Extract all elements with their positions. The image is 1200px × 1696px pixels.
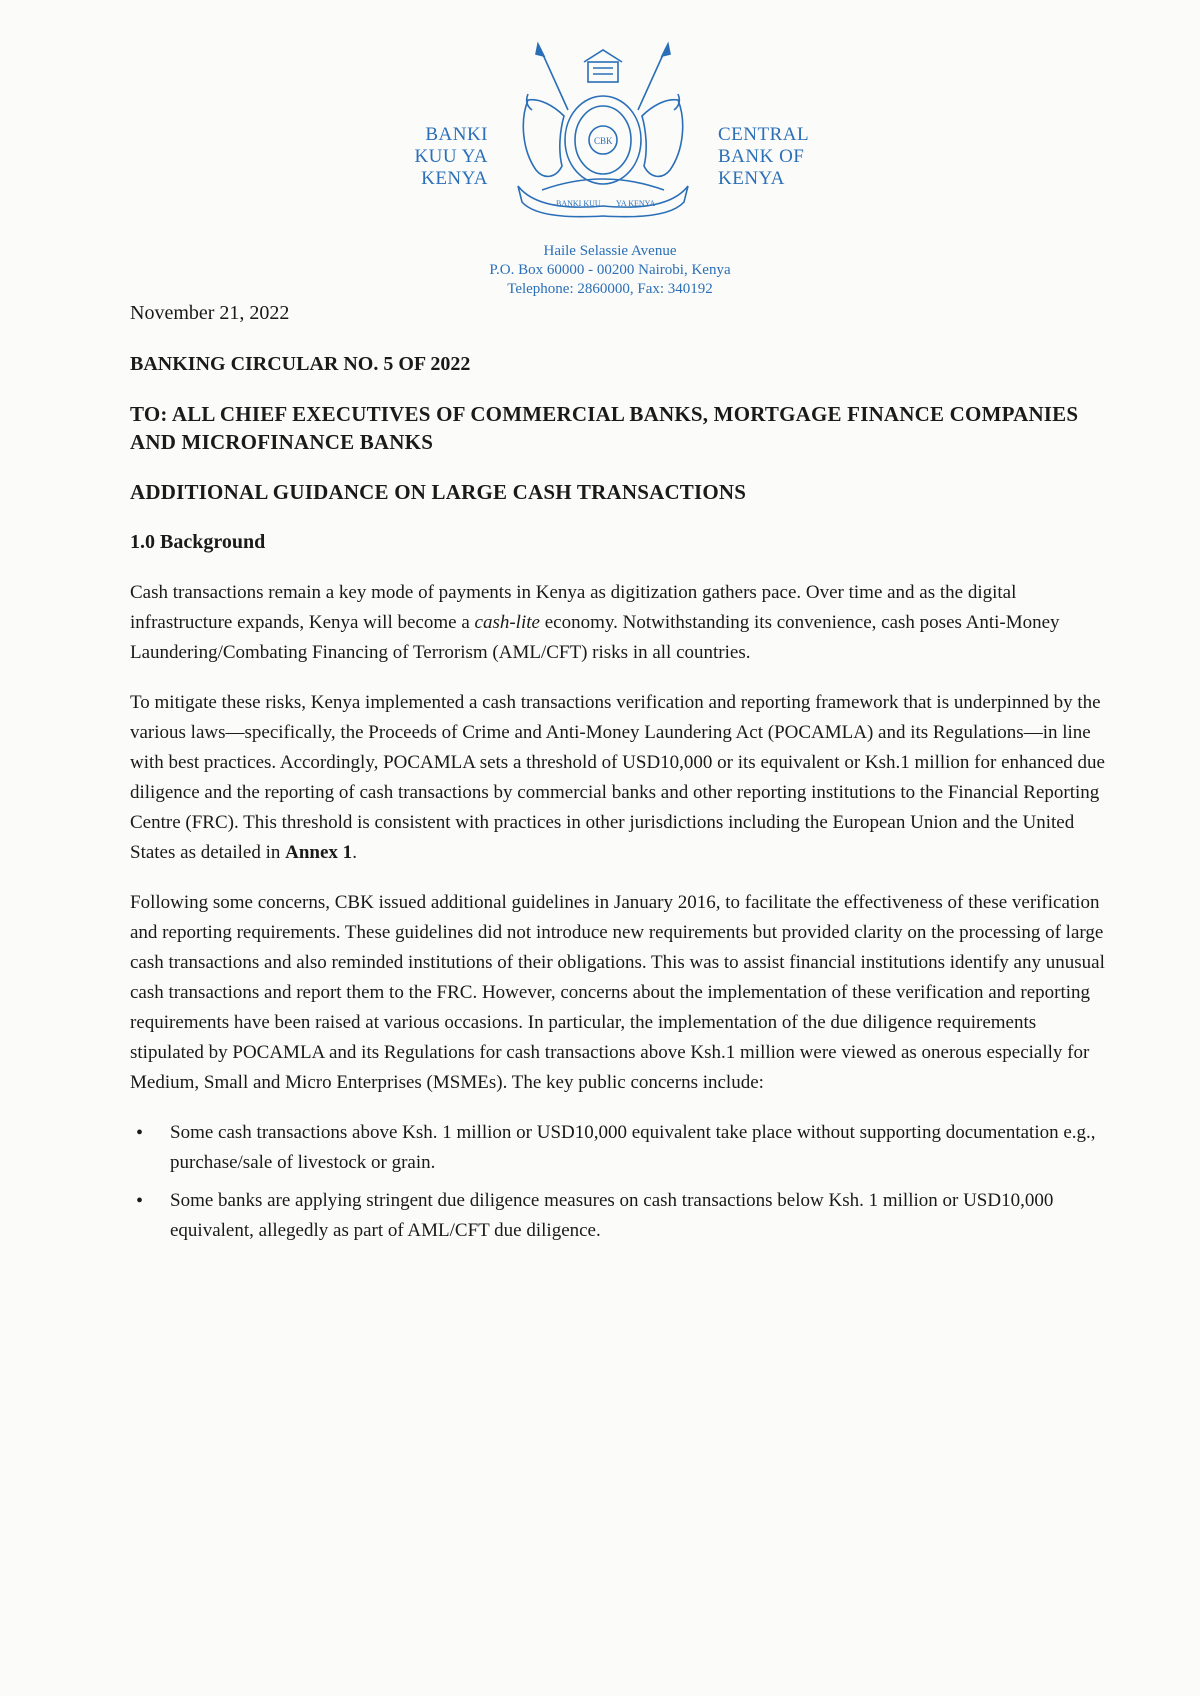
paragraph-2-text: To mitigate these risks, Kenya implemented a cash transactions verification and reporting framework that is underpinned by the various laws—specifically, the Proceeds of Crime and Anti-Money Laundering Act (POCAMLA) and its Regulations—in line with best practices. Accordingly, POCAMLA sets a threshold of USD10,000 or its equivalent or Ksh.1 million for enhanced due diligence and the reporting of cash transactions by commercial banks and other reporting institutions to the Financial Reporting Centre (FRC). This threshold is consistent with practices in other jurisdictions including the European Union and the United States as detailed in [130, 692, 1105, 863]
letterhead-left-line: KUU YA [414, 146, 488, 167]
address-line: P.O. Box 60000 - 00200 Nairobi, Kenya [489, 262, 731, 278]
paragraph-1-text-end: economy. Notwithstanding its convenience, cash poses Anti-Money Laundering/Combating Financing of Terrorism (AML/CFT) risks in all countries. [130, 612, 1060, 663]
concerns-list [130, 1118, 1110, 1246]
letterhead-left-line: KENYA [421, 168, 488, 189]
document-body [130, 350, 1110, 1254]
paragraph-1-text: Cash transactions remain a key mode of payments in Kenya as digitization gathers pace. Over time and as the digital infrastructure expands, Kenya will become a [130, 582, 1017, 633]
crest-right-lion [642, 100, 683, 177]
subject-heading: ADDITIONAL GUIDANCE ON LARGE CASH TRANSACTIONS [130, 480, 747, 504]
crest-right-spear [638, 48, 666, 110]
letter-date: November 21, 2022 [130, 302, 290, 324]
crest-ribbon-left-text: BANKI KUU [556, 199, 601, 208]
crest-center-text: CBK [594, 136, 613, 146]
addressee-line: TO: ALL CHIEF EXECUTIVES OF COMMERCIAL BANKS, MORTGAGE FINANCE COMPANIES AND MICROFINANCE BANKS [130, 402, 1079, 454]
list-item: • Some banks are applying stringent due diligence measures on cash transactions below Ksh. 1 million or USD10,000 equivalent, allegedly as part of AML/CFT due diligence. [170, 1186, 1110, 1246]
paragraph-2 [130, 688, 1110, 868]
crest-top-emblem [588, 62, 618, 82]
letterhead-english-name [718, 124, 838, 190]
section-heading: 1.0 Background [130, 531, 266, 553]
letterhead-left-line: BANKI [425, 124, 488, 145]
address-line: Telephone: 2860000, Fax: 340192 [507, 281, 713, 297]
list-item: • Some cash transactions above Ksh. 1 million or USD10,000 equivalent take place without supporting documentation e.g., purchase/sale of livestock or grain. [170, 1118, 1110, 1178]
crest-ribbon [518, 186, 688, 217]
letterhead-right-line: BANK OF [718, 146, 805, 167]
letterhead-address [450, 242, 770, 299]
crest-left-spear [540, 48, 568, 110]
cbk-crest-logo [498, 40, 708, 218]
paragraph-3: Following some concerns, CBK issued additional guidelines in January 2016, to facilitate the effectiveness of these verification and reporting requirements. These guidelines did not introduce new requirements but provided clarity on the processing of large cash transactions and also reminded institutions of their obligations. This was to assist financial institutions identify any unusual cash transactions and report them to the FRC. However, concerns about the implementation of these verification and reporting requirements have been raised at various occasions. In particular, the implementation of the due diligence requirements stipulated by POCAMLA and its Regulations for cash transactions above Ksh.1 million were viewed as onerous especially for Medium, Small and Micro Enterprises (MSMEs). The key public concerns include: [130, 892, 1105, 1093]
circular-number: BANKING CIRCULAR NO. 5 OF 2022 [130, 353, 471, 375]
crest-left-lion [523, 100, 564, 177]
paragraph-2-end: . [352, 842, 357, 863]
paragraph-1-italic: cash-lite [474, 612, 540, 633]
paragraph-1 [130, 578, 1110, 668]
letterhead-right-line: KENYA [718, 168, 785, 189]
address-line: Haile Selassie Avenue [543, 243, 677, 259]
letterhead-swahili-name [388, 124, 488, 190]
crest-ribbon-right-text: YA KENYA [616, 199, 656, 208]
letterhead-right-line: CENTRAL [718, 124, 810, 145]
annex-reference: Annex 1 [285, 842, 353, 863]
